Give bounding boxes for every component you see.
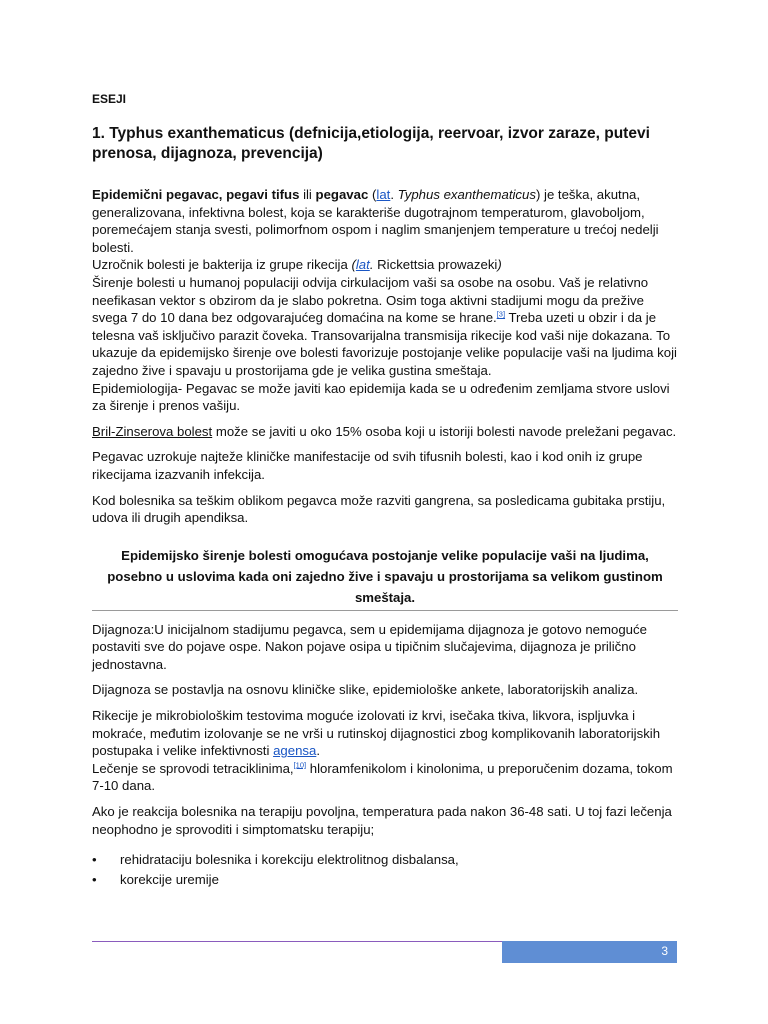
therapy-list	[92, 850, 678, 890]
bold-term: Epidemični pegavac, pegavi tifus	[92, 187, 300, 202]
section-label: ESEJI	[92, 92, 127, 106]
organism-name: Rickettsia prowazeki	[373, 257, 498, 273]
reference-link[interactable]: [3]	[496, 309, 506, 319]
intro-paragraph: Epidemični pegavac, pegavi tifus ili pegavac (lat. Typhus exanthematicus) je teška, akutna, generalizovana, infektivna bolest, koja se karakteriše dugotrajnom temperaturom, glavoboljom, poremećajem stanja svesti, polimorfnom ospom i naglim smanjenjem temperature u trećoj nedelji bolesti.	[92, 187, 659, 255]
bold-term-2: pegavac	[315, 187, 369, 202]
treatment-paragraph: Lečenje se sprovodi tetraciklinima,[10] hloramfenikolom i kinolonima, u preporučenim dozama, tokom 7-10 dana.	[92, 760, 673, 794]
isolation-paragraph: Rikecije je mikrobiološkim testovima moguće izolovati iz krvi, isečaka tkiva, likvora, ispljuvka i mokraće, međutim izolovanje se ne vrši u rutinskoj dijagnostici zbog komplikovanih laboratorijskih postupaka i velike infektivnosti agensa.	[92, 708, 661, 759]
latin-name: Typhus exanthematicus	[397, 187, 536, 202]
footer-divider	[92, 941, 502, 942]
lat-link[interactable]: lat	[376, 187, 391, 202]
brill-link[interactable]: Bril-Zinserova bolest	[92, 423, 213, 439]
spread-paragraph: Širenje bolesti u humanoj populaciji odvija cirkulacijom vaši sa osobe na osobu. Vaš je relativno neefikasan vektor s obzirom da je slabo pokretna. Osim toga aktivni stadijumi mogu da prežive svega 7 do 10 dana bez odgovarajućeg domaćina na kome se hrane.[3] Treba uzeti u obzir i da je telesna vaš isključivo parazit čoveka. Transovarijalna transmisija rikecije kod vaši nije dokazana. To ukazuje da epidemijsko širenje ove bolesti favorizuje postojanje velike populacije vaši na ljudima koji zajedno žive i spavaju u prostorijama gde je velika gustina smeštaja.	[92, 274, 677, 378]
bullet-icon: •	[92, 872, 97, 888]
agensa-link[interactable]: agensa	[273, 743, 317, 759]
severity-paragraph: Pegavac uzrokuje najteže kliničke manifestacije od svih tifusnih bolesti, kao i kod onih iz grupe rikecijama izazvanih infekcija.	[92, 449, 643, 482]
list-item: • korekcije uremije	[92, 870, 678, 890]
diagnosis-paragraph-1: Dijagnoza:U inicijalnom stadijumu pegavca, sem u epidemijama dijagnoza je gotovo nemoguće postaviti sve do pojave ospe. Nakon pojave osipa u tipičnim slučajevima, dijagnoza je prilično jednostavna.	[92, 621, 647, 672]
page-number: 3	[502, 941, 677, 963]
therapy-paragraph: Ako je reakcija bolesnika na terapiju povoljna, temperatura pada nakon 36-48 sati. U toj fazi lečenja neophodno je sprovoditi i simptomatsku terapiju;	[92, 804, 672, 837]
document-page	[92, 92, 678, 890]
cause-paragraph: Uzročnik bolesti je bakterija iz grupe rikecija (lat. Rickettsia prowazeki)	[92, 257, 502, 273]
gangrene-paragraph: Kod bolesnika sa teškim oblikom pegavca može razviti gangrena, sa posledicama gubitaka prstiju, udova ili drugih apendiksa.	[92, 492, 666, 526]
diagnosis-paragraph-2: Dijagnoza se postavlja na osnovu kliničke slike, epidemiološke ankete, laboratorijskih analiza.	[92, 682, 639, 698]
epidemiology-paragraph: Epidemiologija- Pegavac se može javiti kao epidemija kada se u određenim zemljama stvore uslovi za širenje i prenos vašiju.	[92, 380, 670, 414]
brill-paragraph: Bril-Zinserova bolest može se javiti u oko 15% osoba koji u istoriji bolesti navode preležani pegavac.	[92, 423, 677, 439]
essay-title: 1. Typhus exanthematicus (defnicija,etiologija, reervoar, izvor zaraze, putevi prenosa, dijagnoza, prevencija)	[92, 125, 650, 162]
reference-link-2[interactable]: [10]	[293, 760, 307, 770]
bullet-icon: •	[92, 852, 97, 868]
pull-quote: Epidemijsko širenje bolesti omogućava postojanje velike populacije vaši na ljudima, posebno u uslovima kada oni zajedno žive i spavaju u prostorijama sa velikom gustinom smeštaja.	[92, 539, 678, 611]
lat-link-2[interactable]: lat	[355, 257, 370, 273]
list-item: • rehidrataciju bolesnika i korekciju elektrolitnog disbalansa,	[92, 850, 678, 870]
